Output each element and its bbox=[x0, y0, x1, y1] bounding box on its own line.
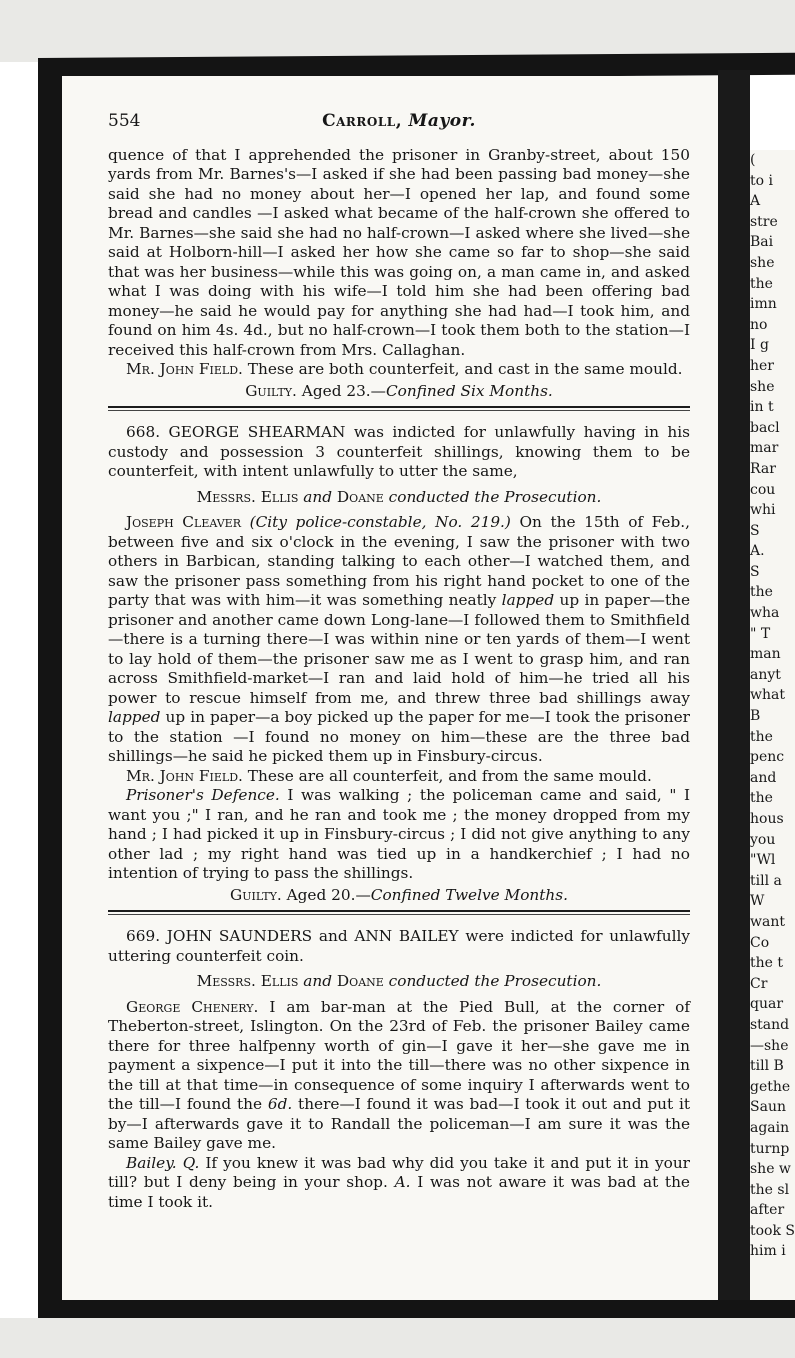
adjacent-page-fragment: —she bbox=[750, 1037, 789, 1054]
question-marker: Q. bbox=[182, 1153, 200, 1172]
adjacent-page-fragment: quar bbox=[750, 996, 784, 1013]
testimony-emphasis: lapped bbox=[108, 708, 161, 726]
adjacent-page-fragment: the t bbox=[750, 955, 784, 972]
verdict-line bbox=[108, 886, 690, 906]
adjacent-page-fragment: she w bbox=[750, 1161, 791, 1178]
adjacent-page-fragment: penc bbox=[750, 749, 785, 766]
answer-marker: A. bbox=[394, 1173, 411, 1191]
witness-name: Joseph Cleaver bbox=[126, 513, 241, 531]
adjacent-page-fragment: man bbox=[750, 646, 781, 663]
witness-text: These are both counterfeit, and cast in the same mould. bbox=[247, 360, 683, 378]
prisoner-defence bbox=[108, 786, 690, 884]
cross-examination bbox=[108, 1154, 690, 1213]
running-head-name: Carroll, bbox=[322, 111, 403, 131]
adjacent-page-fragment: S bbox=[750, 563, 760, 580]
section-divider bbox=[108, 910, 690, 912]
continuation-paragraph: quence of that I apprehended the prisoner in Granby-street, about 150 yards from Mr. Barnes's—I asked if she had been passing bad money—she said she had no money about her—I opened her lap, and found some bread and candles —I asked what became of the half-crown she offered to Mr. Barnes—she said she had no half-crown—I asked where she lived—she said at Holborn-hill—I asked her how she came so far to shop—she said that was her business—while this was going on, a man came in, and asked what I was doing with his wife—I told him she had been offering bad money—he said he would pay for anything she had had—I took him, and found on him 4s. 4d., but no half-crown—I took them both to the station—I received this half-crown from Mrs. Callaghan. bbox=[108, 145, 690, 359]
adjacent-page-fragment: imn bbox=[750, 296, 777, 313]
book-gutter bbox=[718, 70, 750, 1300]
counsel-names: Messrs. Ellis bbox=[196, 972, 299, 990]
adjacent-page-fragment: Cr bbox=[750, 975, 768, 992]
money-amount: 6d. bbox=[267, 1095, 293, 1113]
adjacent-page-fragment: " T bbox=[750, 625, 771, 642]
adjacent-page-fragment: Rar bbox=[750, 460, 776, 477]
adjacent-page-fragment: you bbox=[750, 831, 776, 848]
counsel-and: and bbox=[303, 487, 333, 506]
adjacent-page-fragment: A bbox=[750, 193, 761, 210]
adjacent-page-fragment: turnp bbox=[750, 1140, 790, 1157]
adjacent-page-fragment: the sl bbox=[750, 1181, 790, 1198]
testimony-part: there—I found it was bad—I took it out and put it by—I afterwards gave it to Randall the policeman—I am sure it was the same Bailey gave me. bbox=[108, 1095, 690, 1152]
section-divider bbox=[108, 406, 690, 408]
book-edge-bottom bbox=[38, 1300, 795, 1320]
adjacent-page-fragment: the bbox=[750, 790, 773, 807]
adjacent-page-fragment: gethe bbox=[750, 1078, 791, 1095]
sentence-age: Aged 23.— bbox=[301, 381, 386, 400]
adjacent-page-fragment: she bbox=[750, 254, 775, 271]
answer-text: I was not aware it was bad at the time I took it. bbox=[108, 1173, 690, 1211]
adjacent-page-fragment: B bbox=[750, 708, 761, 725]
adjacent-page-fragment: Saun bbox=[750, 1099, 786, 1116]
adjacent-page-fragment: stre bbox=[750, 213, 778, 230]
adjacent-page-fragment: till a bbox=[750, 872, 782, 889]
adjacent-page-fragment: took S bbox=[750, 1222, 795, 1239]
adjacent-page-fragment: want bbox=[750, 913, 785, 930]
verdict: Guilty. bbox=[245, 381, 297, 400]
defence-text: I was walking ; the policeman came and said, " I want you ;" I ran, and he ran and took me ; the money dropped from my hand ; I had picked it up in Finsbury-circus ; I did not give anything to any other lad ; my right hand was tied up in a handkerchief ; I had no intention of trying to pass the shillings. bbox=[108, 786, 690, 882]
witness-statement bbox=[108, 360, 690, 380]
counsel-and: and bbox=[303, 972, 333, 990]
witness-name: George Chenery. bbox=[126, 997, 259, 1016]
adjacent-page-fragment: anyt bbox=[750, 666, 781, 683]
testimony-part: up in paper—a boy picked up the paper for me—I took the prisoner to the station —I found no money on him—these are the three bad shillings—he said he picked them up in Finsbury-circus. bbox=[108, 708, 690, 765]
question-speaker: Bailey. bbox=[126, 1153, 177, 1172]
adjacent-page-fragment: no bbox=[750, 316, 768, 333]
book-edge-left bbox=[38, 62, 62, 1324]
page-header bbox=[108, 112, 690, 132]
adjacent-page-fragment: him i bbox=[750, 1243, 786, 1260]
witness-testimony bbox=[108, 998, 690, 1154]
adjacent-page-fragment: she bbox=[750, 378, 775, 395]
book-page bbox=[62, 76, 718, 1300]
adjacent-page-fragment: the bbox=[750, 728, 773, 745]
testimony-part: up in paper—the prisoner and another came down Long-lane—I followed them to Smithfield—there is a turning there—I was within nine or ten yards of them—I went to lay hold of them—the prisoner saw me as I went to grasp him, and ran across Smithfield-market—I ran and laid hold of him—he tried all his power to rescue himself from me, and threw three bad shillings away bbox=[108, 591, 690, 707]
adjacent-page-fragment: ( bbox=[750, 152, 756, 168]
adjacent-page-fragment: in t bbox=[750, 399, 774, 416]
counsel-names-2: Doane bbox=[336, 487, 384, 506]
adjacent-page-fragment: whi bbox=[750, 502, 776, 519]
sentence-age: Aged 20.— bbox=[286, 885, 371, 904]
adjacent-page-fragment: Bai bbox=[750, 234, 774, 251]
verdict-line bbox=[108, 382, 690, 402]
counsel-line bbox=[108, 972, 690, 992]
verdict: Guilty. bbox=[230, 885, 282, 904]
adjacent-page-fragment: bacl bbox=[750, 419, 780, 436]
adjacent-page-fragment: W bbox=[750, 893, 765, 910]
counsel-line bbox=[108, 488, 690, 508]
defence-label: Prisoner's Defence. bbox=[126, 786, 280, 804]
adjacent-page-fragment: S bbox=[750, 522, 760, 539]
witness-testimony bbox=[108, 513, 690, 767]
adjacent-page-edge bbox=[750, 150, 795, 1300]
adjacent-page-fragment: Co bbox=[750, 934, 770, 951]
page-text bbox=[108, 112, 690, 1212]
page-number: 554 bbox=[108, 111, 141, 131]
counsel-text: conducted the Prosecution. bbox=[388, 487, 602, 506]
adjacent-page-fragment: till B bbox=[750, 1058, 784, 1075]
adjacent-page-fragment: stand bbox=[750, 1016, 790, 1033]
testimony-part: On the 15th of Feb., between five and six o'clock in the evening, I saw the prisoner with two others in Barbican, standing talking to each other—I watched them, and saw the prisoner pass something from his right hand pocket to one of the party that was with him—it was something neatly bbox=[108, 513, 691, 609]
adjacent-page-fragment: the bbox=[750, 275, 773, 292]
running-head-office: Mayor. bbox=[408, 111, 476, 131]
case-heading: 669. JOHN SAUNDERS and ANN BAILEY were indicted for unlawfully uttering counterfeit coin. bbox=[108, 927, 690, 965]
scan-background-bottom bbox=[0, 1318, 795, 1358]
adjacent-page-fragment: cou bbox=[750, 481, 776, 498]
witness-text: These are all counterfeit, and from the same mould. bbox=[247, 766, 652, 785]
adjacent-page-fragment: the bbox=[750, 584, 773, 601]
adjacent-page-fragment: her bbox=[750, 357, 774, 374]
adjacent-page-fragment: and bbox=[750, 769, 777, 786]
testimony-part: I am bar-man at the Pied Bull, at the corner of Theberton-street, Islington. On the 23rd of Feb. the prisoner Bailey came there for three halfpenny worth of gin—I gave it her—she gave me in payment a sixpence—I put it into the till—there was no other sixpence in the till at that time—in consequence of some inquiry I afterwards went to the till—I found the bbox=[108, 997, 691, 1113]
sentence: Confined Six Months. bbox=[385, 381, 553, 400]
question-text: If you knew it was bad why did you take it and put it in your till? but I deny being in your shop. bbox=[108, 1153, 690, 1191]
adjacent-page-fragment: I g bbox=[750, 337, 769, 354]
witness-statement bbox=[108, 767, 690, 787]
section-divider-thin bbox=[108, 410, 690, 411]
section-divider-thin bbox=[108, 914, 690, 915]
running-head bbox=[188, 112, 690, 132]
adjacent-page-fragment: to i bbox=[750, 172, 773, 189]
adjacent-page-fragment: mar bbox=[750, 440, 779, 457]
testimony-emphasis: lapped bbox=[501, 591, 555, 609]
witness-role: (City police-constable, No. 219.) bbox=[249, 513, 511, 531]
witness-name: Mr. John Field. bbox=[126, 766, 243, 785]
adjacent-page-fragment: after bbox=[750, 1202, 785, 1219]
witness-name: Mr. John Field. bbox=[126, 360, 243, 378]
case-heading: 668. GEORGE SHEARMAN was indicted for unlawfully having in his custody and possession 3 counterfeit shillings, knowing them to be counterfeit, with intent unlawfully to utter the same, bbox=[108, 423, 690, 480]
adjacent-page-fragment: A. bbox=[750, 543, 765, 560]
adjacent-page-fragment: what bbox=[750, 687, 785, 704]
counsel-names: Messrs. Ellis bbox=[196, 487, 299, 506]
adjacent-page-fragment: hous bbox=[750, 811, 784, 827]
adjacent-page-fragment: again bbox=[750, 1119, 790, 1136]
adjacent-page-fragment: wha bbox=[750, 605, 780, 622]
sentence: Confined Twelve Months. bbox=[370, 885, 568, 904]
adjacent-page-fragment: "Wl bbox=[750, 852, 776, 869]
counsel-text: conducted the Prosecution. bbox=[388, 972, 602, 990]
counsel-names-2: Doane bbox=[336, 972, 384, 990]
